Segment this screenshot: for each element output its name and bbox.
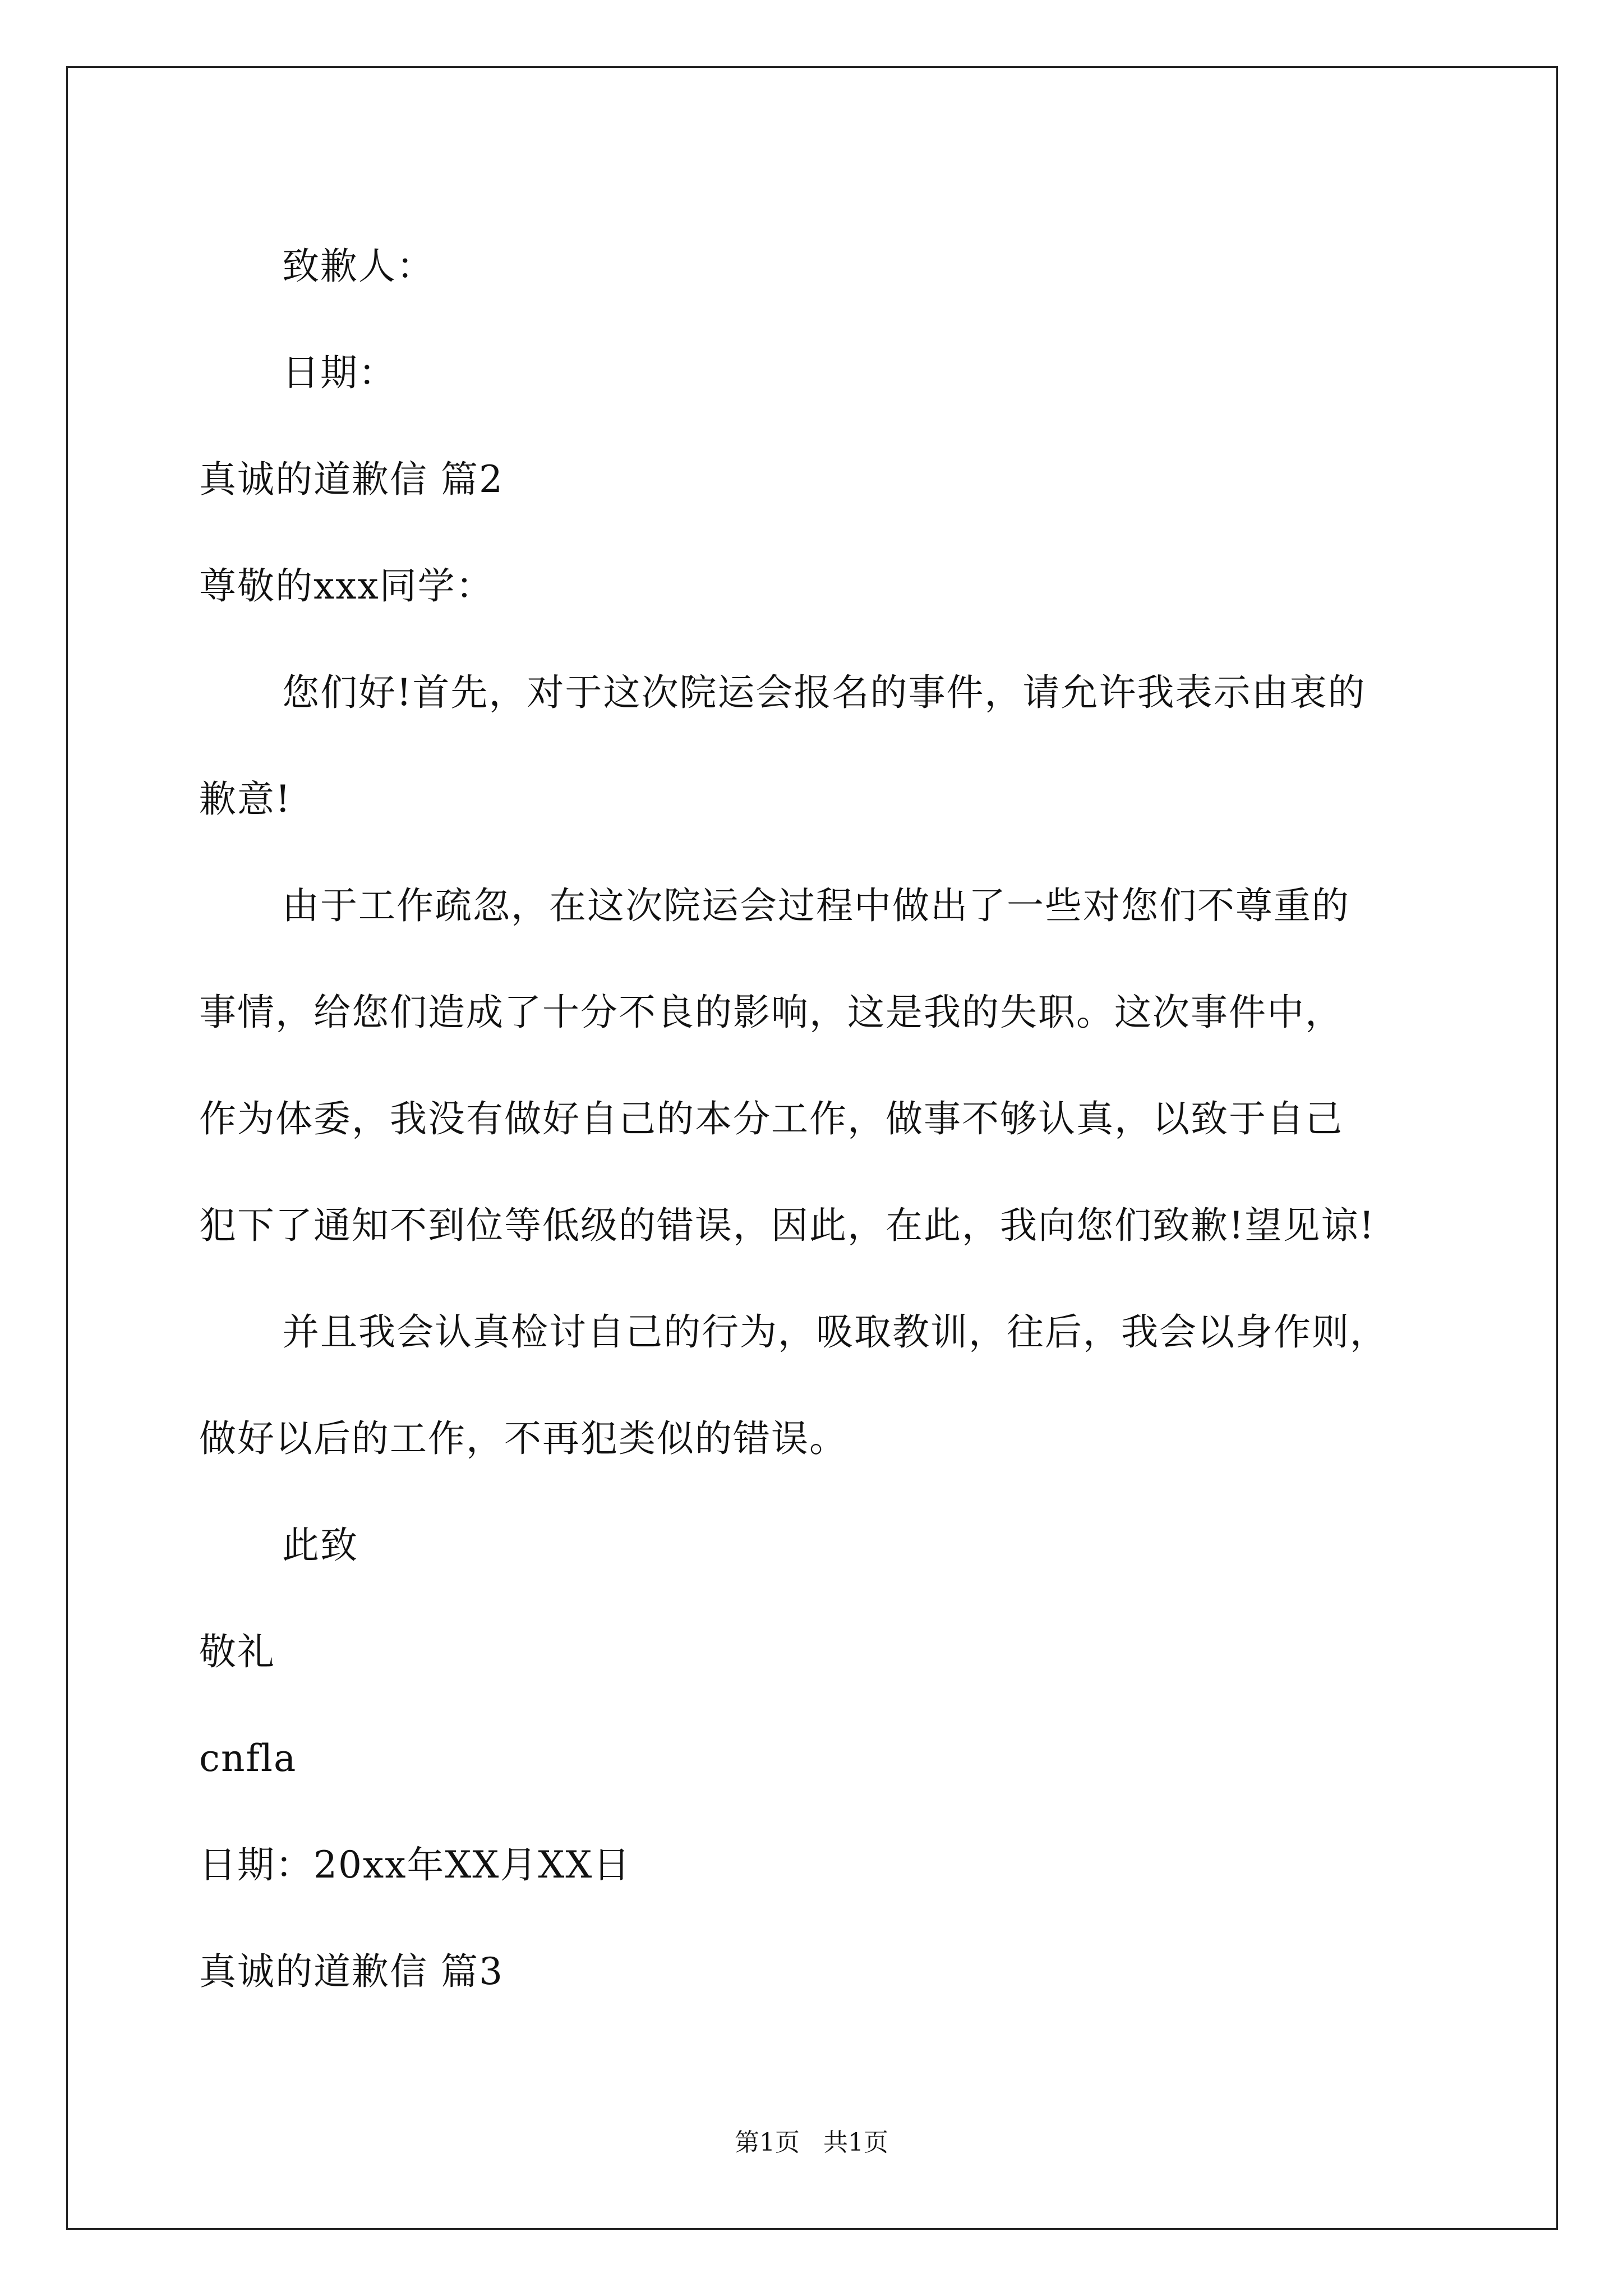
salutation: 尊敬的xxx同学： (199, 564, 494, 608)
page-footer: 第1页 共1页 (735, 2128, 888, 2157)
paragraph-line: 歉意! (199, 777, 292, 821)
closing-salute: 敬礼 (199, 1630, 275, 1673)
paragraph-line: 犯下了通知不到位等低级的错误，因此，在此，我向您们致歉!望见谅! (199, 1204, 1376, 1247)
document-body (199, 213, 1450, 2025)
paragraph-line: 由于工作疏忽，在这次院运会过程中做出了一些对您们不尊重的 (282, 884, 1350, 927)
paragraph-line: 作为体委，我没有做好自己的本分工作，做事不够认真，以致于自己 (199, 1097, 1343, 1140)
signature-date: 日期：20xx年XX月XX日 (199, 1843, 631, 1887)
date-line: 日期： (282, 351, 396, 394)
paragraph-line: 并且我会认真检讨自己的行为，吸取教训，往后，我会以身作则， (282, 1310, 1388, 1354)
signature-name: cnfla (199, 1737, 297, 1780)
section-heading: 真诚的道歉信 篇3 (199, 1950, 504, 1993)
section-heading: 真诚的道歉信 篇2 (199, 458, 504, 501)
paragraph-line: 事情，给您们造成了十分不良的影响，这是我的失职。这次事件中， (199, 991, 1343, 1034)
signer-line: 致歉人： (282, 245, 435, 288)
paragraph-line: 您们好!首先，对于这次院运会报名的事件，请允许我表示由衷的 (282, 671, 1366, 714)
closing-line: 此致 (282, 1524, 358, 1567)
paragraph-line: 做好以后的工作，不再犯类似的错误。 (199, 1417, 847, 1460)
